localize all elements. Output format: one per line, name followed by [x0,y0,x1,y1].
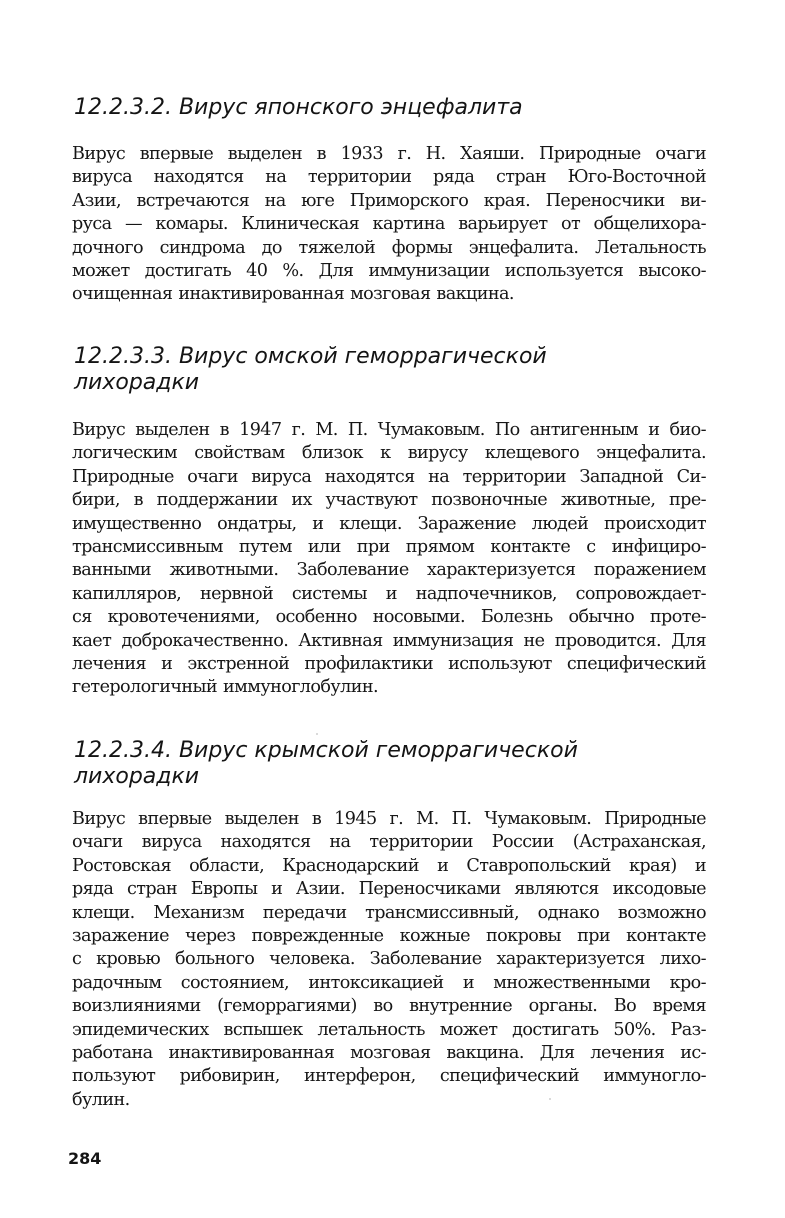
text-line: заражение через поврежденные кожные покровы при контакте [72,925,706,946]
text-line: гетерологичный иммуноглобулин. [72,677,378,698]
heading-line: 12.2.3.3. Вирус омской геморрагической [74,344,547,369]
text-line: логическим свойствам близок к вирусу клещевого энцефалита. [72,443,706,464]
text-line: радочным состоянием, интоксикацией и множественными кро- [72,972,706,993]
text-line: трансмиссивным путем или при прямом контакте с инфициро- [72,536,706,557]
section-heading-japanese-encephalitis [74,95,523,121]
section-paragraph-crimean-hemorrhagic-fever [72,808,706,1112]
text-line: эпидемических вспышек летальность может достигать 50%. Раз- [72,1019,706,1040]
section-heading-crimean-hemorrhagic-fever [74,738,578,790]
text-line: Ростовская области, Краснодарский и Ставропольский края) и [72,855,706,876]
text-line: с кровью больного человека. Заболевание характеризуется лихо- [72,949,706,970]
text-line: Азии, встречаются на юге Приморского края. Переносчики ви- [72,190,706,211]
text-line: капилляров, нервной системы и надпочечников, сопровождает- [72,583,706,604]
text-line: очищенная инактивированная мозговая вакцина. [72,284,514,305]
text-line: Вирус выделен в 1947 г. М. П. Чумаковым. По антигенным и био- [72,420,706,440]
section-paragraph-omsk-hemorrhagic-fever [72,419,706,700]
text-line: ся кровотечениями, особенно носовыми. Болезнь обычно проте- [72,607,706,628]
text-line: ванными животными. Заболевание характеризуется поражением [72,560,706,581]
text-line: воизлияниями (геморрагиями) во внутренние органы. Во время [72,996,706,1017]
text-line: работана инактивированная мозговая вакцина. Для лечения ис- [72,1042,706,1063]
text-line: Природные очаги вируса находятся на территории Западной Си- [72,466,706,487]
text-line: булин. [72,1089,130,1110]
heading-line: лихорадки [74,370,200,395]
text-line: ряда стран Европы и Азии. Переносчиками являются иксодовые [72,879,706,900]
text-line: дочного синдрома до тяжелой формы энцефалита. Летальность [72,237,706,258]
text-line: вируса находятся на территории ряда стран Юго-Восточной [72,167,706,188]
text-line: может достигать 40 %. Для иммунизации используется высоко- [72,260,706,281]
section-paragraph-japanese-encephalitis [72,143,706,307]
scan-speck [549,1098,551,1100]
heading-line: 12.2.3.4. Вирус крымской геморрагической [74,738,578,763]
heading-line: 12.2.3.2. Вирус японского энцефалита [74,95,523,120]
text-line: лечения и экстренной профилактики используют специфический [72,653,706,674]
text-line: пользуют рибовирин, интерферон, специфический иммуногло- [72,1066,706,1087]
text-line: бири, в поддержании их участвуют позвоночные животные, пре- [72,490,706,511]
text-line: имущественно ондатры, и клещи. Заражение людей происходит [72,513,706,534]
text-line: руса — комары. Клиническая картина варьирует от общелихора- [72,214,706,235]
section-heading-omsk-hemorrhagic-fever [74,344,547,396]
text-line: клещи. Механизм передачи трансмиссивный, однако возможно [72,902,706,923]
heading-line: лихорадки [74,764,200,789]
text-line: очаги вируса находятся на территории России (Астраханская, [72,832,706,853]
page-number: 284 [68,1149,102,1168]
text-line: кает доброкачественно. Активная иммунизация не проводится. Для [72,630,706,651]
scan-speck [316,733,318,735]
text-line: Вирус впервые выделен в 1933 г. Н. Хаяши. Природные очаги [72,144,706,164]
text-line: Вирус впервые выделен в 1945 г. М. П. Чумаковым. Природные [72,809,706,829]
